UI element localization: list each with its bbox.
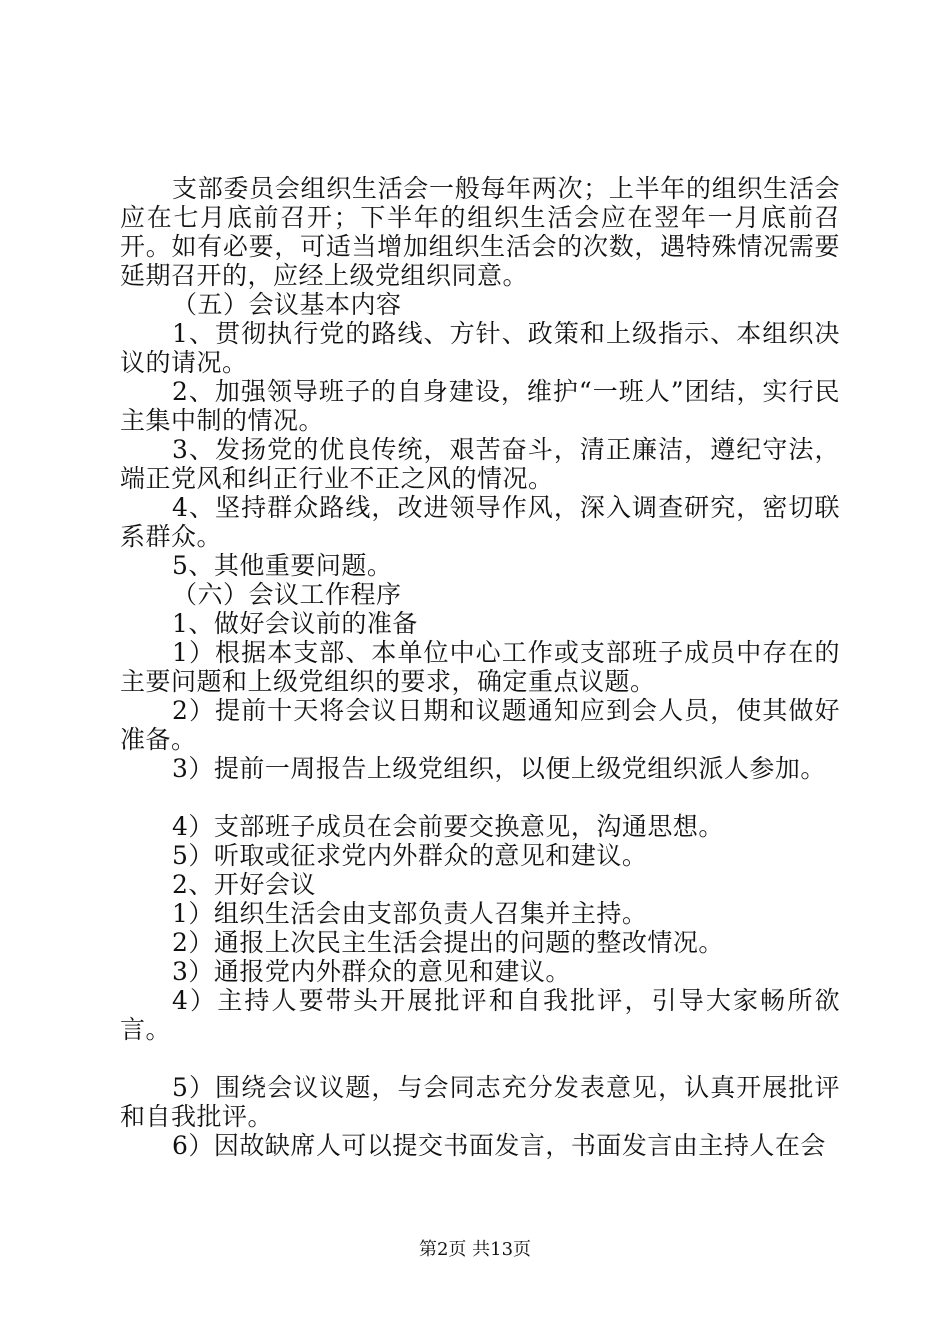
paragraph-item-3: 3、发扬党的优良传统，艰苦奋斗，清正廉洁，遵纪守法，端正党风和纠正行业不正之风的情况。 — [120, 435, 840, 493]
document-body — [120, 174, 840, 1160]
subheading-preparation: 1、做好会议前的准备 — [172, 609, 418, 638]
paragraph-prep-2: 2）提前十天将会议日期和议题通知应到会人员，使其做好准备。 — [120, 696, 840, 754]
paragraph-prep-4: 4）支部班子成员在会前要交换意见，沟通思想。 — [172, 812, 724, 841]
paragraph-meeting-3: 3）通报党内外群众的意见和建议。 — [172, 957, 571, 986]
paragraph-item-4: 4、坚持群众路线，改进领导作风，深入调查研究，密切联系群众。 — [120, 493, 840, 551]
paragraph-item-1: 1、贯彻执行党的路线、方针、政策和上级指示、本组织决议的请况。 — [120, 319, 840, 377]
paragraph-meeting-2: 2）通报上次民主生活会提出的问题的整改情况。 — [172, 928, 724, 957]
paragraph-prep-5: 5）听取或征求党内外群众的意见和建议。 — [172, 841, 648, 870]
paragraph-meeting-6: 6）因故缺席人可以提交书面发言，书面发言由主持人在会 — [172, 1131, 826, 1160]
subheading-hold-meeting: 2、开好会议 — [172, 870, 316, 899]
paragraph-meeting-frequency: 支部委员会组织生活会一般每年两次；上半年的组织生活会应在七月底前召开；下半年的组织生活会应在翌年一月底前召开。如有必要，可适当增加组织生活会的次数，遇特殊情况需要延期召开的，应经上级党组织同意。 — [120, 174, 840, 290]
paragraph-prep-3: 3）提前一周报告上级党组织，以便上级党组织派人参加。 — [172, 754, 826, 783]
paragraph-prep-1: 1）根据本支部、本单位中心工作或支部班子成员中存在的主要问题和上级党组织的要求，确定重点议题。 — [120, 638, 840, 696]
paragraph-item-5: 5、其他重要问题。 — [172, 551, 393, 580]
paragraph-meeting-1: 1）组织生活会由支部负责人召集并主持。 — [172, 899, 648, 928]
heading-work-procedure: （六）会议工作程序 — [172, 580, 402, 609]
paragraph-meeting-5: 5）围绕会议议题，与会同志充分发表意见，认真开展批评和自我批评。 — [120, 1073, 840, 1131]
paragraph-item-2: 2、加强领导班子的自身建设，维护“一班人”团结，实行民主集中制的情况。 — [120, 377, 840, 435]
paragraph-meeting-4: 4）主持人要带头开展批评和自我批评，引导大家畅所欲言。 — [120, 986, 840, 1044]
page-footer: 第2页 共13页 — [418, 1239, 532, 1260]
heading-basic-content: （五）会议基本内容 — [172, 290, 402, 319]
